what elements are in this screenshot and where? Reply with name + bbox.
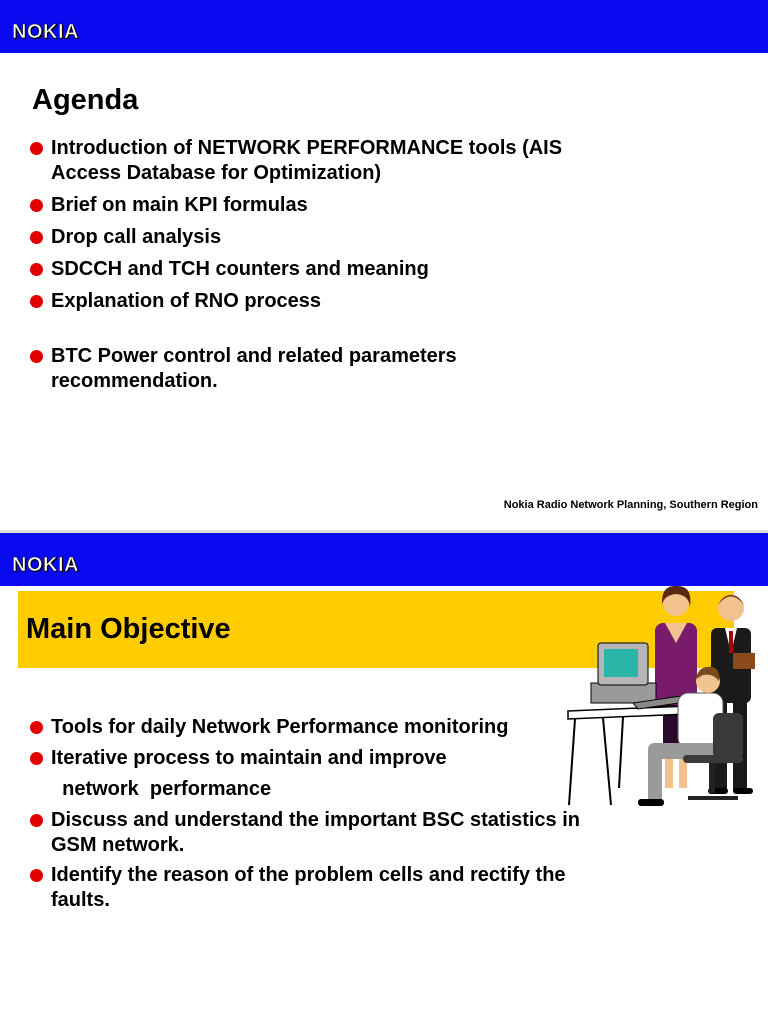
list-item: SDCCH and TCH counters and meaning (30, 257, 620, 282)
list-item: Explanation of RNO process (30, 289, 620, 314)
slide-main-objective (0, 533, 768, 1024)
list-item: Iterative process to maintain and improve (30, 746, 605, 771)
bullet-icon (30, 814, 43, 827)
list-item: Introduction of NETWORK PERFORMANCE tools (AIS Access Database for Optimization) (30, 136, 620, 186)
list-item-continuation: network performance (51, 778, 272, 800)
bullet-icon (30, 869, 43, 882)
bullet-icon (30, 721, 43, 734)
bullet-icon (30, 752, 43, 765)
nokia-logo: NOKIA (12, 21, 79, 43)
nokia-logo: NOKIA (12, 554, 79, 576)
list-item: Discuss and understand the important BSC statistics in GSM network. (30, 808, 605, 858)
list-item: Tools for daily Network Performance monitoring (30, 715, 605, 740)
list-item: BTC Power control and related parameters recommendation. (30, 344, 620, 394)
list-item: Drop call analysis (30, 225, 620, 250)
list-item: Identify the reason of the problem cells and rectify the faults. (30, 863, 605, 913)
page-title: Agenda (32, 84, 139, 116)
bullet-icon (30, 199, 43, 212)
slide-footer: Nokia Radio Network Planning, Southern Region (503, 499, 758, 511)
header-bar (0, 533, 768, 586)
agenda-list (30, 136, 620, 394)
bullet-icon (30, 231, 43, 244)
bullet-icon (30, 295, 43, 308)
bullet-icon (30, 350, 43, 363)
bullet-icon (30, 263, 43, 276)
page-title: Main Objective (26, 613, 231, 645)
objective-list (30, 715, 605, 913)
header-bar (0, 0, 768, 53)
list-item: Brief on main KPI formulas (30, 193, 620, 218)
bullet-icon (30, 142, 43, 155)
